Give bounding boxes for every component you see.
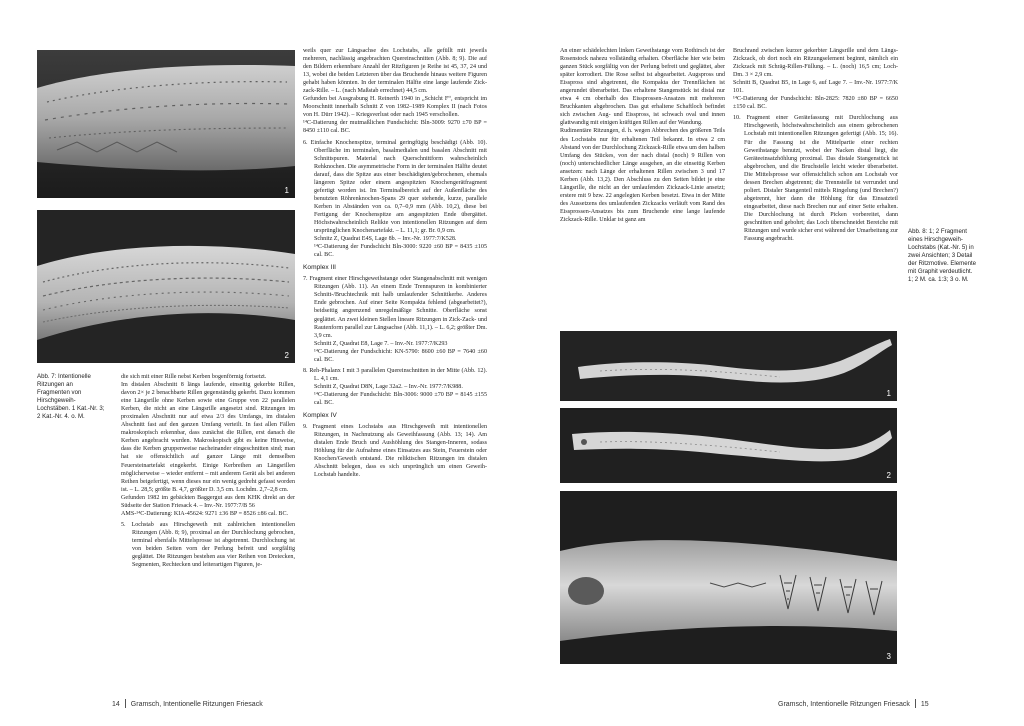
- section-heading-komplex-iii: Komplex III: [303, 264, 336, 272]
- running-title: Gramsch, Intentionelle Ritzungen Friesack: [130, 701, 263, 708]
- caption-line: zwei Ansichten; 3 Detail: [908, 252, 973, 260]
- antler-photo-2: [37, 210, 295, 363]
- catalog-entry-6: 6. Einfache Knochenspitze, terminal geringfügig beschädigt (Abb. 10). Oberfläche im terminalen, basalmedialen und basalen Abschnitt mit Schnittspuren. Material nach Querschnittform wahrscheinlich Rehknochen. Die asymmetrische Form in der terminalen Hälfte deutet darauf, dass die Spitze aus einer beschädigten/gebrochenen, ehemals längeren Spitze oder einem angespitzten Knochengerätfragment gefertigt worden ist. Im Terminalbereich auf der Außenfläche des benutzten Röhrenknochen-Spans 29 quer stehende, kurze, parallele Kerben in Abständen von ca. 0,7–0,9 mm (Abb. 10,2), diese bei Fertigung der Knochenspitze am angespitzten Ende übergättet. Höchstwahrscheinlich Relikte von intentionellen Ritzungen auf dem ursprünglichen Knochenartefakt. – L. 11,1; gr. Br. 0,9 cm.: [303, 139, 487, 235]
- paragraph: Rudimentäre Ritzungen, d. h. wegen Abbrechen des größeren Teils des Lochstabs nur für erhaltenen Teil bekannt. In etwa 2 cm Abstand von der Durchlochung Zickzack-Rille etwa um den halben Umfang des Stückes, von der nach distal (noch) 9 Rillen von (noch) unterschiedlicher Länge ausgehen, an die einseitig Kerben ansetzen: nach Länge der erhaltenen Rillen zwischen 3 und 17 Kerben (Abb. 13,2). Den Abschluss zu den Seiten bildet je eine Längsrille, die nicht an der umlaufenden Zickzack-Linie ansetzt; erstere mit 9 bzw. 22 angelegten Kerben besetzt. Etwa in der Mitte des Aussetzens des umlaufenden Zickzacks verläuft vom Rand des Eissprossen-Ansatzes bis zum Bruchende eine lange laufende Zickzack-Rille. Unklar ist ganz am: [560, 128, 725, 223]
- caption-line: Lochstabs (Kat.-Nr. 5) in: [908, 244, 974, 252]
- paragraph: Gefunden bei Ausgrabung H. Reinerth 1940 in „Schicht F“, entspricht im Moorschnitt innerhalb Schnitt Z von 1982–1989 Komplex II (nach Fotos von H. Dürr 1942). – Kriegsverlust oder nach 1945 verschollen.: [303, 96, 487, 119]
- running-title: Gramsch, Intentionelle Ritzungen Friesack: [778, 701, 910, 708]
- page-number: 14: [112, 701, 120, 708]
- photo-number: 1: [886, 389, 891, 398]
- antler-photo-1-image: [37, 50, 295, 198]
- footer-separator: [915, 699, 916, 708]
- lochstab-photo-3-detail: [560, 491, 897, 664]
- page-number: 15: [920, 701, 929, 708]
- paragraph: ¹⁴C-Datierung der Fundschicht: Bln-3006: 9000 ±70 BP = 8145 ±155 cal. BC.: [314, 391, 487, 406]
- caption-line: Lochstäben. 1 Kat.-Nr. 3;: [37, 405, 105, 413]
- page-footer-left: [112, 699, 263, 708]
- photo-number: 2: [284, 351, 289, 360]
- caption-line: Fragmenten von: [37, 389, 82, 397]
- paragraph: Im distalen Abschnitt 8 längs laufende, einseitig gekerbte Rillen, davon 2× je 2 benachbarte Rillen gegenständig gekerbt. Dazu kommen eine Längsrille ohne Kerben sowie eine Gruppe von 22 parallelen Kerben, die nicht an eine Längsrille angesetzt sind. Ritzungen im proximalen Abschnitt nur auf etwa 2/3 des Umfangs, im distalen Abschnitt fast auf den ganzen Umfang verteilt. In fast allen Fällen makroskopisch erkennbar, dass zunächst die Rillen, erst danach die Kerben angebracht wurden. Makroskopisch gibt es keine Hinweise, dass die Kerben gruppenweise nacheinander eingeschnitten sind; man hat sie offensichtlich auf ganzer Länge mit demselben Feuersteinartefakt eingekerbt. Einige Kerbreihen an Längsrillen möglicherweise – wieder entfernt – mit anderem Gerät als bei anderen Reihen beigefertigt, wenn dieses nur ein wenig gedreht gefasst worden ist. – L. 28,5; größte B. 4,7, größter D. 3,5 cm. Lochdm. 2,7–2,8 cm.: [121, 382, 295, 493]
- figure-caption-abb-8: [908, 228, 996, 284]
- paragraph: ¹⁴C-Datierung der mutmaßlichen Fundschicht: Bln-3009: 9270 ±70 BP = 8450 ±110 cal. BC.: [303, 120, 487, 135]
- lochstab-photo-2-image: [560, 408, 897, 483]
- paragraph: weils quer zur Längsachse des Lochstabs, alle gefüllt mit jeweils mehreren, nachlässig angebrachten Quereinschnitten (Abb. 8; 9). Die auf den Bildern erkennbare Anzahl der Ritzfiguren je Reihe ist 45, 37, 24 und 13, wobei die beiden Letzteren über das Bruchende hinaus weitere Figuren gehabt haben könnten. In der terminalen Hälfte eine lange laufende Zick-zack-Rille. – L. (nach Maßstab errechnet) 44,5 cm.: [303, 48, 487, 95]
- lochstab-photo-3-image: [560, 491, 897, 664]
- catalog-entry-8: 8. Reh-Phalanx I mit 3 parallelen Quereinschnitten in der Mitte (Abb. 12). L. 4,1 cm.: [303, 367, 487, 382]
- caption-line: 1; 2 M. ca. 1:3; 3 o. M.: [908, 276, 969, 284]
- paragraph: AMS-¹⁴C-Datierung: KIA-45624: 9271 ±36 BP = 8526 ±86 cal. BC.: [121, 510, 289, 517]
- paragraph: die sich mit einer Rille nebst Kerben bogenförmig fortsetzt.: [121, 374, 267, 380]
- figure-caption-abb-7: [37, 373, 117, 421]
- paragraph: An einer schädelechten linken Geweihstange vom Rothirsch ist der Rosenstock nahezu vollständig erhalten. Oberfläche hier wie beim ganzen Stück sorgfältig von der Perlung befreit und geglättet, aber später korrodiert. Die Rose selbst ist abgearbeitet. Augspross und Eisspross sind abgetrennt, die Kompakta der Trennflächen ist angerundet überarbeitet. Das erhaltene Stangenstück ist distal nur etwa 4 cm oberhalb des Eissprossen-Ansatzes mit mehreren Bruchkanten abgebrochen. Das gut erhaltene Schaftloch befindet sich zwischen Aug- und Eisspross, ist schwach oval und innen glattwandig mit einigen kräftigen Rillen auf der Wandung.: [560, 48, 725, 127]
- paragraph: Schnitt Z, Quadrat D8N, Lage 32a2. – Inv.-Nr. 1977:7/K988.: [314, 383, 463, 390]
- paragraph: Schnitt Z, Quadrat E8, Lage 7. – Inv.-Nr. 1977:7/K293: [314, 340, 448, 347]
- catalog-entry-5: 5. Lochstab aus Hirschgeweih mit zahlreichen intentionellen Ritzungen (Abb. 8; 9), proximal an der Durchlochung gebrochen, terminal ebenfalls Mittelsprosse ist abgetrennt. Durchlochung ist von beiden Seiten vorn der Perlung befreit und sorgfältig geglättet. Die Ritzungen bestehen aus vier Reihen von Dreiecken, Segmenten, Rechtecken und leiterartigen Figuren, je-: [121, 521, 295, 569]
- caption-line: Abb. 7: Intentionelle: [37, 373, 91, 380]
- lochstab-photo-1-image: [560, 331, 897, 401]
- paragraph: ¹⁴C-Datierung der Fundschicht: Bln-2825: 7820 ±80 BP = 6650 ±150 cal. BC.: [733, 96, 898, 111]
- antler-photo-2-image: [37, 210, 295, 363]
- paragraph: Schnitt B, Quadrat B5, in Lage 6, auf Lage 7. – Inv.-Nr. 1977:7/K 101.: [733, 80, 898, 95]
- caption-line: mit Graphit verdeutlicht.: [908, 268, 973, 276]
- paragraph: ¹⁴C-Datierung der Fundschicht: KN-5790: 8600 ±60 BP = 7640 ±60 cal. BC.: [314, 348, 487, 363]
- photo-number: 1: [284, 186, 289, 195]
- footer-separator: [125, 699, 126, 708]
- paragraph: ¹⁴C-Datierung der Fundschicht Bln-3000: 9220 ±60 BP = 8435 ±105 cal. BC.: [314, 244, 487, 259]
- text-column-d: [733, 47, 898, 243]
- paragraph: Gefunden 1982 im gebäckten Baggergut aus dem KHK direkt an der Südseite der Station Friesack 4. – Inv.-Nr. 1977:7/B 56: [121, 494, 295, 509]
- paragraph: Bruchrand zwischen kurzer gekerbter Längsrille und dem Längs-Zickzack, ob dort noch ein Ritzungselement beginnt, nämlich ein Zickzack mit Schräg-Rillen-Füllung. – L. (noch) 16,5 cm; Loch-Dm. 3 × 2,9 cm.: [733, 48, 898, 79]
- caption-line: eines Hirschgeweih-: [908, 236, 963, 244]
- photo-number: 2: [886, 471, 891, 480]
- text-column-b: [121, 373, 295, 569]
- catalog-entry-10: 10. Fragment einer Gerätefassung mit Durchlochung aus Hirschgeweih, höchstwahrscheinlich aus einem gebrochenen Lochstab mit intentionellen Ritzungen gefertigt (Abb. 15; 16). Für die Fassung ist die Mittelpartie einer rechten Geweihstange benutzt, wobei der Nacken distal liegt, die Geräteeinsatzhöhlung proximal. Das distale Stangenstück ist abgebrochen, und die Bruchstelle leicht wieder überarbeitet. Die Mittelsprosse war offensichtlich schon am Lochstab vor dessen Brechen abgetrennt; die Trennstelle ist verrundet und poliert. Distaler Stangenteil mittels Ringelung (und Brechen?) abgetrennt, hier dann die Höhlung für das Einsatzteil eingearbeitet, diese nach Brechen nur auf einer Seite erhalten. Die Durchlochung ist durch Picken vorbereitet, dann geschnitten und gebohrt; das Loch überschneidet Bereiche mit Ritzungen und wurde sicher erst während der Umarbeitung zur Fassung angebracht.: [733, 115, 898, 243]
- catalog-entry-7: 7. Fragment einer Hirschgeweihstange oder Stangenabschnitt mit wenigen Ritzungen (Abb. 11). An einem Ende Trennspuren in kombinierter Schnitt-/Bruchtechnik mit halb umlaufender Schnittkerbe. Anderes Ende gebrochen. Auf einer Seite Kompakta fehlend (abgearbeitet?), beidseitig angrenzend unregelmäßige Schnitte. Oberfläche sonst geglättet. An zwei kleinen Stellen lineare Ritzungen in Zick-Zack- und Rautenform parallel zur Längsachse (Abb. 11,1). – L. 6,2; größter Dm. 3,9 cm.: [303, 276, 487, 339]
- lochstab-photo-2: [560, 408, 897, 483]
- caption-line: der Ritzmotive. Elemente: [908, 260, 977, 268]
- caption-line: Hirschgeweih-: [37, 397, 76, 405]
- text-column-c: [560, 47, 725, 224]
- section-heading-komplex-iv: Komplex IV: [303, 412, 337, 420]
- caption-line: Ritzungen an: [37, 381, 73, 389]
- catalog-entry-9: 9. Fragment eines Lochstabs aus Hirschgeweih mit intentionellen Ritzungen, in Nachnutzung als Geweihfassung (Abb. 13; 14). Am distalen Ende Bruch und Aushöhlung des Stangen-Inneren, sodass Höhlung für die Aufnahme eines Einsatzes aus Stein, Feuerstein oder Knochen/Geweih entstand. Die reliktischen Ritzungen im distalen Abschnitt belegen, dass es sich ursprünglich um einen Geweih-Lochstab handelte.: [303, 424, 487, 479]
- lochstab-photo-1: [560, 331, 897, 401]
- page-footer-right: [778, 699, 929, 708]
- caption-line: 2 Kat.-Nr. 4. o. M.: [37, 413, 85, 421]
- photo-number: 3: [886, 652, 891, 661]
- text-column-a: [303, 47, 487, 479]
- paragraph: Schnitz Z, Quadrat E4S, Lage 8b. – Inv.-Nr. 1977:7/K528.: [314, 236, 457, 243]
- antler-photo-1: [37, 50, 295, 198]
- caption-line: Abb. 8: 1; 2 Fragment: [908, 228, 967, 235]
